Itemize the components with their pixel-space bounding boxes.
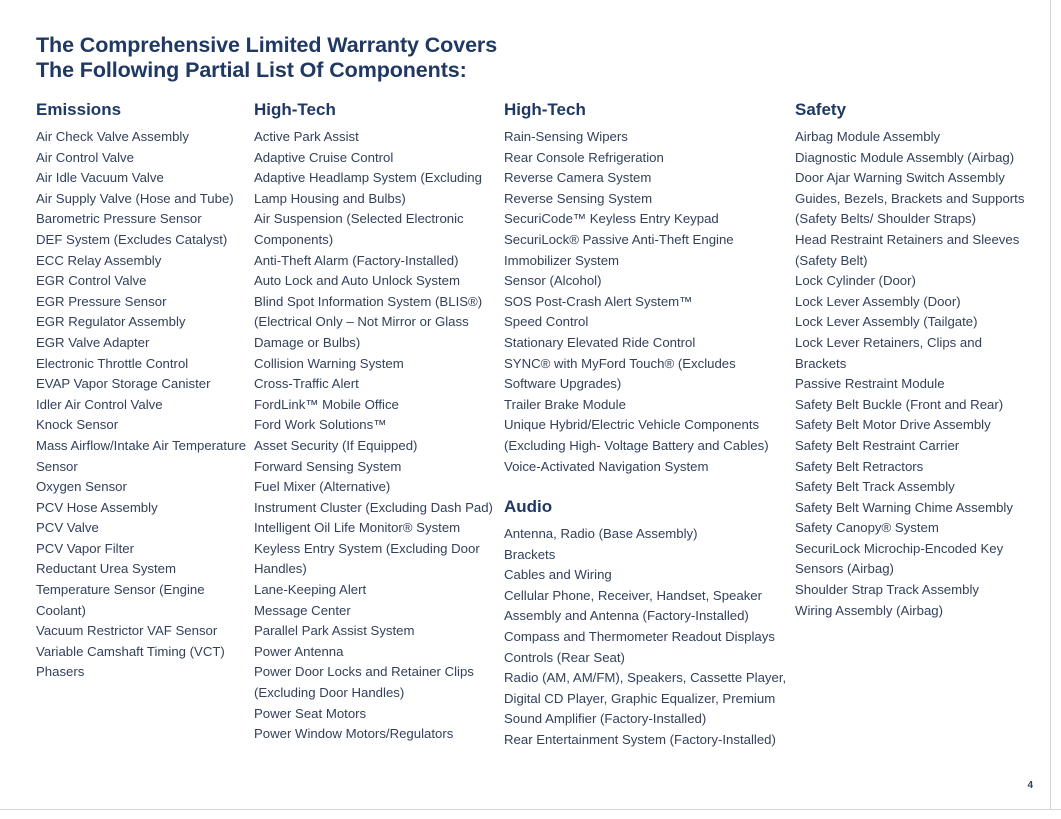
page-edge-bottom bbox=[0, 809, 1061, 819]
list-item: Safety Belt Restraint Carrier bbox=[795, 437, 960, 453]
list-item: Temperature Sensor (Engine Coolant) bbox=[36, 582, 205, 618]
list-item: Reductant Urea System bbox=[36, 561, 176, 577]
column-emissions bbox=[36, 100, 251, 683]
list-item: Keyless Entry System (Excluding Door Handles) bbox=[254, 540, 480, 577]
list-item: Antenna, Radio (Base Assembly) bbox=[504, 526, 698, 542]
list-item: Rear Console Refrigeration bbox=[504, 149, 664, 165]
list-item: Rain-Sensing Wipers bbox=[504, 129, 628, 144]
list-item: Radio (AM, AM/FM), Speakers, Cassette Player, Digital CD Player, Graphic Equalizer, Premium Sound Amplifier (Factory-Installed) bbox=[504, 670, 787, 727]
list-item: EGR Regulator Assembly bbox=[36, 314, 186, 330]
column-high-tech-1 bbox=[254, 100, 494, 745]
list-item: Safety Belt Buckle (Front and Rear) bbox=[795, 396, 1004, 412]
list-item: Mass Airflow/Intake Air Temperature Sensor bbox=[36, 437, 247, 474]
list-item: Air Suspension (Selected Electronic Components) bbox=[254, 211, 464, 247]
list-item: Fuel Mixer (Alternative) bbox=[254, 479, 391, 495]
list-item: Oxygen Sensor bbox=[36, 479, 127, 495]
list-item: Cables and Wiring bbox=[504, 567, 612, 583]
section-heading-high-tech-2: High-Tech bbox=[504, 100, 586, 119]
list-item: Cross-Traffic Alert bbox=[254, 376, 359, 392]
list-item: Safety Belt Track Assembly bbox=[795, 479, 955, 495]
section-heading-high-tech-1: High-Tech bbox=[254, 100, 336, 119]
list-item: Air Idle Vacuum Valve bbox=[36, 170, 164, 186]
list-item: PCV Vapor Filter bbox=[36, 540, 134, 556]
list-item: SecuriLock Microchip-Encoded Key bbox=[795, 540, 1004, 556]
list-item: Guides, Bezels, Brackets and Supports (Safety Belts/ Shoulder Straps) bbox=[795, 190, 1025, 227]
list-item: Anti-Theft Alarm (Factory-Installed) bbox=[254, 252, 459, 268]
list-item: Sensor (Alcohol) bbox=[504, 273, 602, 289]
section-heading-emissions: Emissions bbox=[36, 100, 122, 119]
list-item: Lock Lever Assembly (Door) bbox=[795, 293, 961, 309]
section-heading-safety: Safety bbox=[795, 100, 847, 119]
list-item: Speed Control bbox=[504, 314, 589, 330]
list-item: Trailer Brake Module bbox=[504, 396, 626, 412]
section-heading-audio: Audio bbox=[504, 497, 553, 517]
list-item: Passive Restraint Module bbox=[795, 376, 945, 392]
component-list-emissions bbox=[36, 127, 251, 683]
list-item: FordLink™ Mobile Office bbox=[254, 396, 399, 412]
list-item: Safety Belt Warning Chime Assembly bbox=[795, 499, 1013, 515]
list-item: Message Center bbox=[254, 602, 351, 618]
list-item: Sensors (Airbag) bbox=[795, 561, 894, 577]
list-item: Knock Sensor bbox=[36, 417, 119, 433]
list-item: Diagnostic Module Assembly (Airbag) bbox=[795, 149, 1015, 165]
list-item: Voice-Activated Navigation System bbox=[504, 458, 709, 474]
list-item: Barometric Pressure Sensor bbox=[36, 211, 202, 227]
list-item: Air Check Valve Assembly bbox=[36, 129, 189, 144]
list-item: Safety Belt Motor Drive Assembly bbox=[795, 417, 991, 433]
page-number: 4 bbox=[1027, 780, 1033, 791]
list-item: Active Park Assist bbox=[254, 129, 359, 144]
list-item: Adaptive Headlamp System (Excluding Lamp Housing and Bulbs) bbox=[254, 170, 482, 206]
list-item: Lane-Keeping Alert bbox=[254, 582, 367, 598]
list-item: Asset Security (If Equipped) bbox=[254, 437, 418, 453]
list-item: Blind Spot Information System (BLIS®) (Electrical Only – Not Mirror or Glass Damage or Bulbs) bbox=[254, 293, 483, 350]
list-item: Airbag Module Assembly bbox=[795, 129, 941, 144]
component-list-high-tech-1 bbox=[254, 127, 494, 745]
list-item: Collision Warning System bbox=[254, 355, 404, 371]
page-title-line-2: The Following Partial List Of Components: bbox=[36, 58, 467, 82]
list-item: EVAP Vapor Storage Canister bbox=[36, 376, 211, 392]
list-item: Safety Belt Retractors bbox=[795, 458, 924, 474]
list-item: Electronic Throttle Control bbox=[36, 355, 189, 371]
page-edge-right bbox=[1050, 0, 1061, 819]
list-item: Vacuum Restrictor VAF Sensor bbox=[36, 623, 218, 639]
list-item: Reverse Sensing System bbox=[504, 190, 653, 206]
list-item: PCV Hose Assembly bbox=[36, 499, 158, 515]
list-item: Compass and Thermometer Readout Displays bbox=[504, 629, 775, 645]
list-item: Variable Camshaft Timing (VCT) Phasers bbox=[36, 643, 225, 680]
list-item: Rear Entertainment System (Factory-Installed) bbox=[504, 732, 776, 748]
list-item: EGR Valve Adapter bbox=[36, 334, 150, 350]
list-item: Air Supply Valve (Hose and Tube) bbox=[36, 190, 234, 206]
list-item: PCV Valve bbox=[36, 520, 99, 536]
list-item: Power Door Locks and Retainer Clips (Excluding Door Handles) bbox=[254, 664, 474, 701]
list-item: Auto Lock and Auto Unlock System bbox=[254, 273, 460, 289]
list-item: Wiring Assembly (Airbag) bbox=[795, 602, 944, 618]
list-item: Reverse Camera System bbox=[504, 170, 652, 186]
list-item: Air Control Valve bbox=[36, 149, 134, 165]
list-item: SecuriCode™ Keyless Entry Keypad bbox=[504, 211, 719, 227]
list-item: ECC Relay Assembly bbox=[36, 252, 162, 268]
list-item: Safety Canopy® System bbox=[795, 520, 939, 536]
component-list-safety bbox=[795, 127, 1035, 621]
page-title-line-1: The Comprehensive Limited Warranty Covers bbox=[36, 33, 498, 57]
list-item: SYNC® with MyFord Touch® (Excludes Software Upgrades) bbox=[504, 355, 736, 392]
page-title bbox=[36, 33, 497, 83]
list-item: Power Seat Motors bbox=[254, 705, 367, 721]
list-item: Brackets bbox=[504, 546, 556, 562]
column-safety bbox=[795, 100, 1035, 621]
list-item: Door Ajar Warning Switch Assembly bbox=[795, 170, 1005, 186]
list-item: Adaptive Cruise Control bbox=[254, 149, 394, 165]
list-item: Cellular Phone, Receiver, Handset, Speaker Assembly and Antenna (Factory-Installed) bbox=[504, 587, 763, 624]
list-item: Shoulder Strap Track Assembly bbox=[795, 582, 979, 598]
list-item: Instrument Cluster (Excluding Dash Pad) bbox=[254, 499, 493, 515]
list-item: Stationary Elevated Ride Control bbox=[504, 334, 696, 350]
component-list-audio bbox=[504, 524, 789, 751]
list-item: Head Restraint Retainers and Sleeves (Safety Belt) bbox=[795, 231, 1020, 268]
list-item: DEF System (Excludes Catalyst) bbox=[36, 231, 228, 247]
list-item: Lock Cylinder (Door) bbox=[795, 273, 916, 289]
list-item: Lock Lever Assembly (Tailgate) bbox=[795, 314, 978, 330]
list-item: EGR Pressure Sensor bbox=[36, 293, 167, 309]
list-item: Lock Lever Retainers, Clips and Brackets bbox=[795, 334, 982, 371]
list-item: Power Window Motors/Regulators bbox=[254, 726, 454, 742]
list-item: SecuriLock® Passive Anti-Theft Engine Immobilizer System bbox=[504, 231, 734, 268]
list-item: Power Antenna bbox=[254, 643, 344, 659]
list-item: Controls (Rear Seat) bbox=[504, 649, 625, 665]
list-item: Intelligent Oil Life Monitor® System bbox=[254, 520, 461, 536]
list-item: Unique Hybrid/Electric Vehicle Components (Excluding High- Voltage Battery and Cables) bbox=[504, 417, 769, 453]
list-item: SOS Post-Crash Alert System™ bbox=[504, 293, 693, 309]
list-item: Idler Air Control Valve bbox=[36, 396, 163, 412]
list-item: Ford Work Solutions™ bbox=[254, 417, 387, 433]
list-item: Forward Sensing System bbox=[254, 458, 402, 474]
column-high-tech-2 bbox=[504, 100, 789, 751]
list-item: EGR Control Valve bbox=[36, 273, 147, 289]
list-item: Parallel Park Assist System bbox=[254, 623, 415, 639]
component-list-high-tech-2 bbox=[504, 127, 789, 477]
